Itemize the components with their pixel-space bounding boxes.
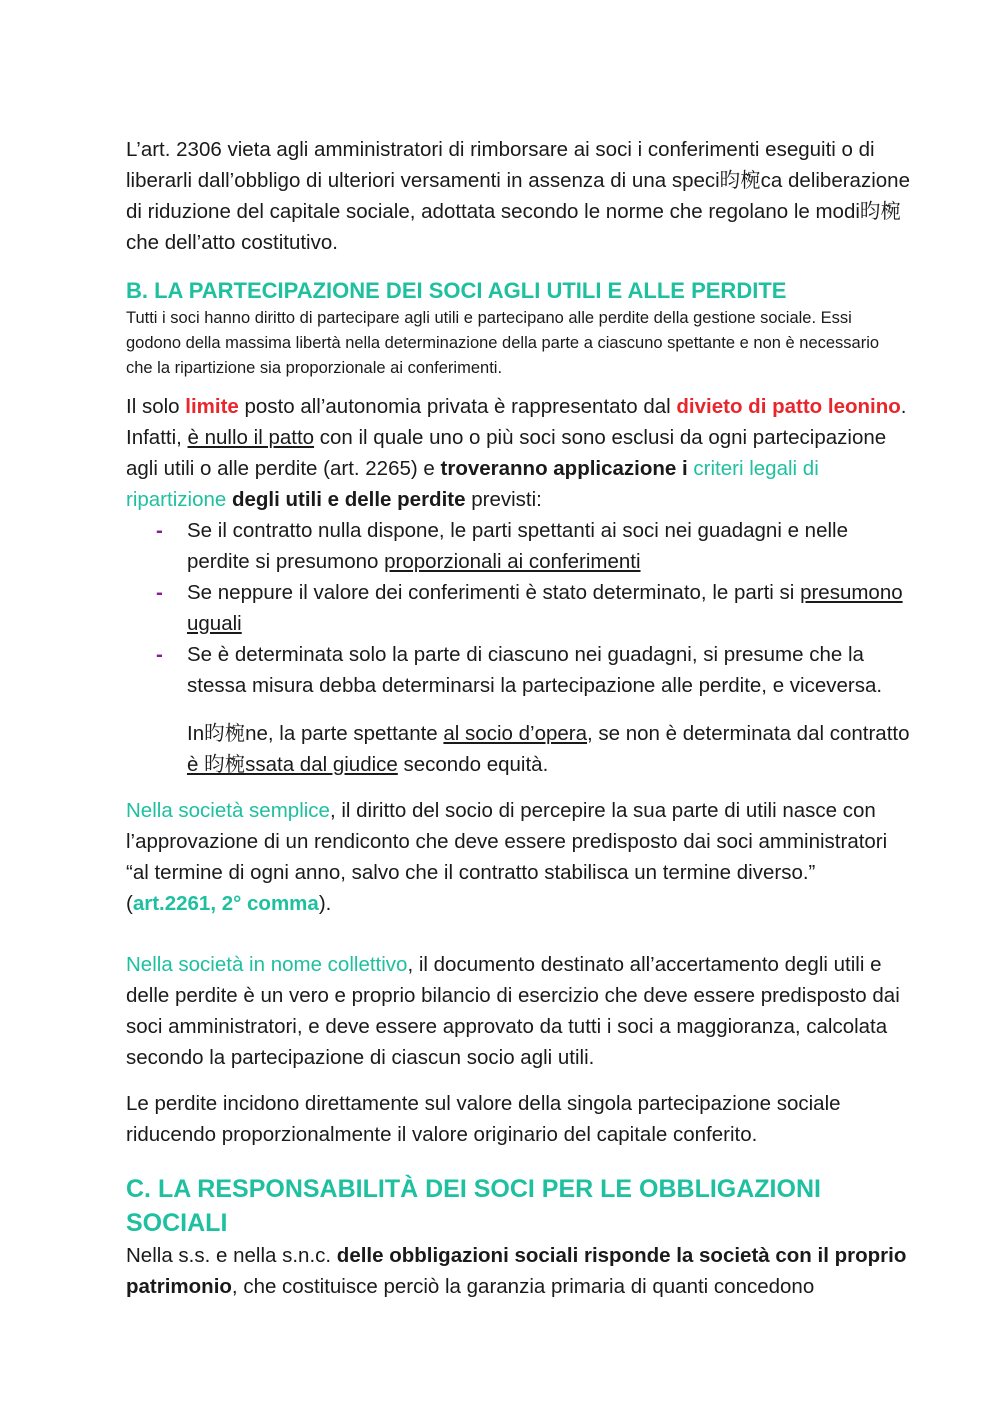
list-item <box>126 577 910 639</box>
text: Se il contratto nulla dispone, le parti spettanti ai soci nei guadagni e nelle perdite si presumono <box>187 519 848 573</box>
text: , che costituisce perciò la garanzia primaria di quanti concedono <box>231 1275 815 1298</box>
text: Se è determinata solo la parte di ciascuno nei guadagni, si presume che la stessa misura debba determinarsi la partecipazione alle perdite, e viceversa. <box>187 643 883 697</box>
article-reference: art.2261, 2° comma <box>132 892 319 915</box>
societa-semplice-lead: Nella società semplice <box>126 799 330 822</box>
intro-paragraph: L’art. 2306 vieta agli amministratori di rimborsare ai soci i conferimenti eseguiti o di liberarli dall’obbligo di ulteriori versamenti in assenza di una speci昀椀ca deliberazione di riduzione del capitale sociale, adottata secondo le norme che regolano le modi昀椀che dell’atto costitutivo. <box>126 138 910 254</box>
text: con il quale uno o più soci sono esclusi da ogni partecipazione agli utili o alle perdite (art. 2265) e <box>126 426 887 480</box>
text: In昀椀ne, la parte spettante <box>187 722 444 745</box>
text: Se neppure il valore dei conferimenti è stato determinato, le parti si <box>187 581 801 604</box>
snc-paragraph <box>126 949 910 1073</box>
text: , il documento destinato all’accertamento degli utili e delle perdite è un vero e proprio bilancio di esercizio che deve essere predisposto dai soci amministratori, e deve essere approvato da tutti i soci a maggioranza, calcolata secondo la partecipazione di ciascun socio agli utili. <box>126 953 900 1069</box>
bullet-dash: - <box>156 643 163 666</box>
snc-lead: Nella società in nome collettivo <box>126 953 408 976</box>
patto-leonino-paragraph <box>126 391 910 515</box>
list-item <box>126 515 910 577</box>
perdite-paragraph: Le perdite incidono direttamente sul valore della singola partecipazione sociale riducendo proporzionalmente il valore originario del capitale conferito. <box>126 1092 841 1146</box>
section-b-summary: Tutti i soci hanno diritto di partecipare agli utili e partecipano alle perdite della gestione sociale. Essi godono della massima libertà nella determinazione della parte a ciascuno spettante e non è necessario che la ripartizione sia proporzionale ai conferimenti. <box>126 309 880 377</box>
nullo-patto-underlined: è nullo il patto <box>187 426 315 449</box>
obbligazioni-bold: delle obbligazioni sociali risponde la società con il proprio patrimonio <box>126 1244 907 1298</box>
text: . Infatti, <box>126 395 907 449</box>
criteria-list <box>126 515 910 701</box>
text: , se non è determinata dal contratto <box>587 722 910 745</box>
text: secondo equità. <box>397 753 549 776</box>
section-c-paragraph <box>126 1240 910 1302</box>
divieto-patto-leonino-emphasis: divieto di patto leonino <box>676 395 901 418</box>
limite-emphasis: limite <box>185 395 239 418</box>
page-content <box>126 134 910 1302</box>
section-b-heading: B. LA PARTECIPAZIONE DEI SOCI AGLI UTILI E ALLE PERDITE <box>126 278 787 303</box>
text: Nella s.s. e nella s.n.c. <box>126 1244 337 1267</box>
text: posto all’autonomia privata è rappresentato dal <box>238 395 677 418</box>
text: Il solo <box>126 395 186 418</box>
bullet-dash: - <box>156 519 163 542</box>
text: , il diritto del socio di percepire la sua parte di utili nasce con l’approvazione di un rendiconto che deve essere predisposto dai soci amministratori “al termine di ogni anno, salvo che il contratto stabilisca un termine diverso.” ( <box>126 799 888 915</box>
socio-opera-paragraph <box>126 718 910 780</box>
troveranno-bold: troveranno applicazione i <box>440 457 688 480</box>
utili-perdite-bold: degli utili e delle perdite <box>231 488 466 511</box>
underlined-text: proporzionali ai conferimenti <box>384 550 641 573</box>
underlined-text: presumono uguali <box>187 581 903 635</box>
list-item <box>126 639 910 701</box>
text: ). <box>318 892 332 915</box>
criteri-legali-highlight: criteri legali di ripartizione <box>126 457 819 511</box>
bullet-dash: - <box>156 581 163 604</box>
socio-opera-underlined: al socio d’opera <box>443 722 587 745</box>
section-c-heading: C. LA RESPONSABILITÀ DEI SOCI PER LE OBBLIGAZIONI SOCIALI <box>126 1175 821 1237</box>
text: previsti: <box>465 488 542 511</box>
societa-semplice-paragraph <box>126 795 910 919</box>
fissata-giudice-underlined: è 昀椀ssata dal giudice <box>187 753 398 776</box>
